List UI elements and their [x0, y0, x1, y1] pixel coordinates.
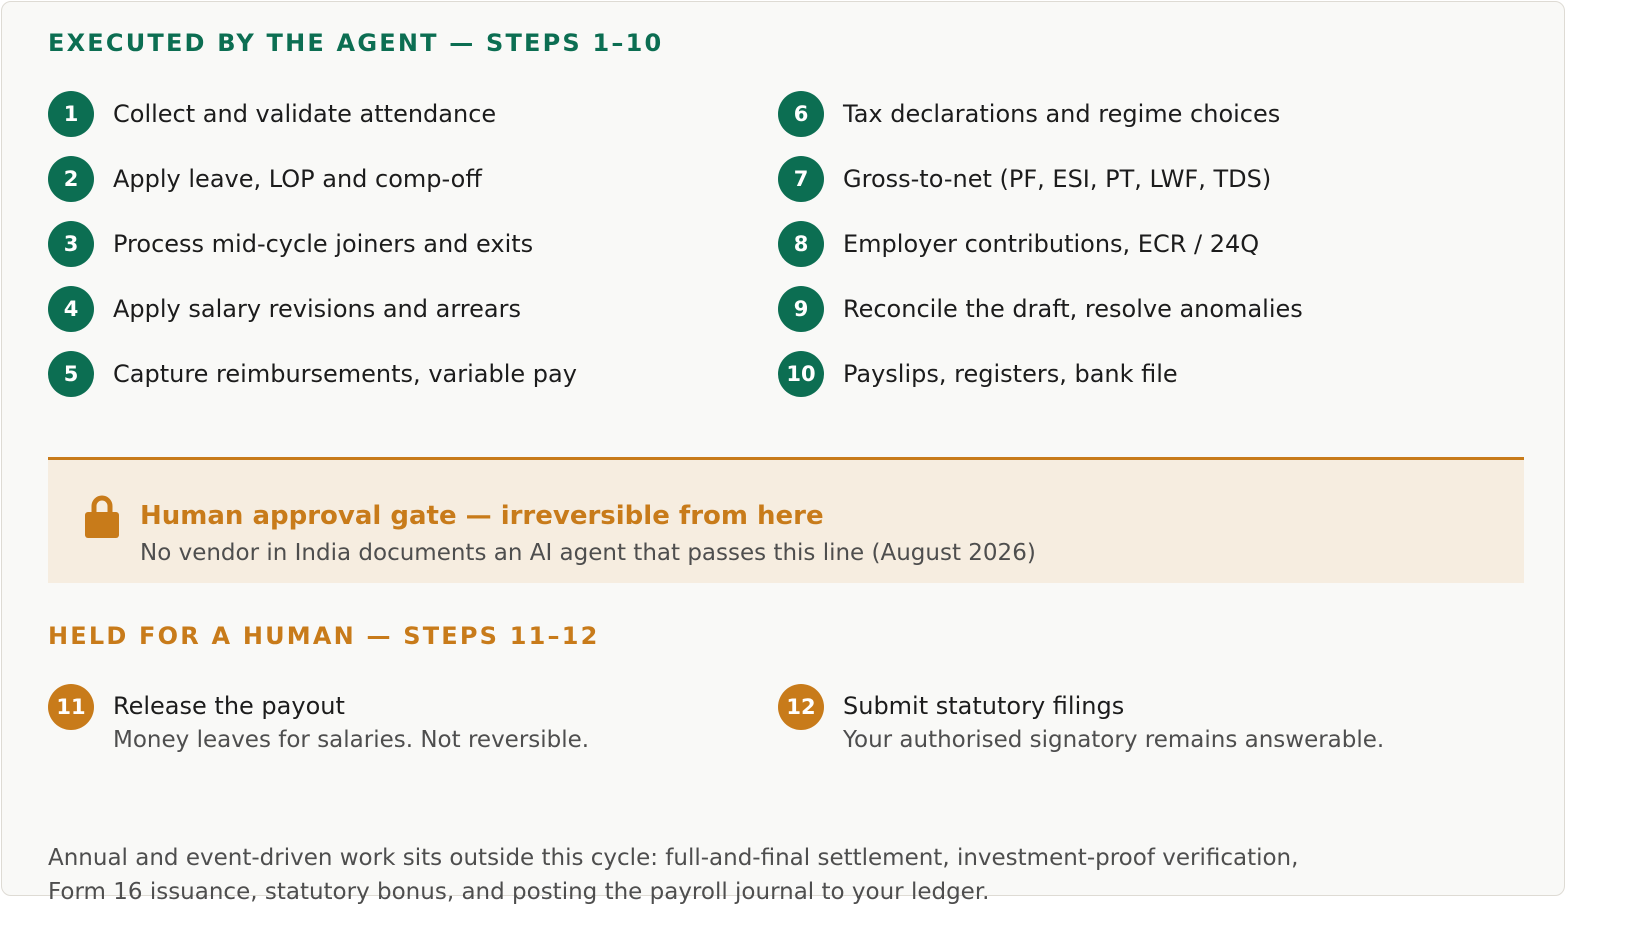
step-label: Employer contributions, ECR / 24Q	[843, 230, 1260, 258]
human-approval-gate	[48, 457, 1524, 583]
step-number-badge: 11	[48, 684, 94, 730]
step-number-badge: 7	[778, 156, 824, 202]
step-number-badge: 10	[778, 351, 824, 397]
agent-step-2	[48, 155, 778, 203]
step-number-badge: 9	[778, 286, 824, 332]
step-number-badge: 5	[48, 351, 94, 397]
agent-step-7	[778, 155, 1508, 203]
step-number-badge: 6	[778, 91, 824, 137]
agent-step-1	[48, 90, 778, 138]
agent-step-3	[48, 220, 778, 268]
gate-subtitle: No vendor in India documents an AI agent that passes this line (August 2026)	[140, 540, 1036, 566]
step-label: Capture reimbursements, variable pay	[113, 360, 577, 388]
step-label: Apply salary revisions and arrears	[113, 295, 521, 323]
agent-steps-list	[48, 90, 1548, 420]
agent-section-heading: EXECUTED BY THE AGENT — STEPS 1–10	[48, 29, 664, 57]
step-title: Submit statutory filings	[843, 692, 1125, 720]
step-number-badge: 1	[48, 91, 94, 137]
human-step-11	[48, 684, 748, 764]
agent-step-6	[778, 90, 1508, 138]
step-number-badge: 3	[48, 221, 94, 267]
step-number-badge: 8	[778, 221, 824, 267]
step-label: Tax declarations and regime choices	[843, 100, 1281, 128]
payroll-steps-card	[1, 1, 1565, 905]
step-number-badge: 12	[778, 684, 824, 730]
step-label: Gross-to-net (PF, ESI, PT, LWF, TDS)	[843, 165, 1272, 193]
footnote-line-2: Form 16 issuance, statutory bonus, and posting the payroll journal to your ledger.	[48, 879, 990, 905]
step-label: Payslips, registers, bank file	[843, 360, 1178, 388]
agent-step-4	[48, 285, 778, 333]
human-step-12	[778, 684, 1538, 764]
lock-icon	[85, 494, 119, 538]
step-label: Collect and validate attendance	[113, 100, 497, 128]
step-number-badge: 2	[48, 156, 94, 202]
agent-step-5	[48, 350, 778, 398]
agent-step-8	[778, 220, 1508, 268]
footnote	[48, 841, 1508, 909]
step-description: Your authorised signatory remains answerable.	[843, 727, 1385, 753]
step-label: Process mid-cycle joiners and exits	[113, 230, 534, 258]
footnote-line-1: Annual and event-driven work sits outside this cycle: full-and-final settlement, investment-proof verification,	[48, 845, 1299, 871]
step-label: Apply leave, LOP and comp-off	[113, 165, 482, 193]
step-description: Money leaves for salaries. Not reversible.	[113, 727, 590, 753]
step-title: Release the payout	[113, 692, 345, 720]
gate-title: Human approval gate — irreversible from here	[140, 501, 824, 531]
agent-step-10	[778, 350, 1508, 398]
step-number-badge: 4	[48, 286, 94, 332]
agent-step-9	[778, 285, 1508, 333]
step-label: Reconcile the draft, resolve anomalies	[843, 295, 1303, 323]
human-section-heading: HELD FOR A HUMAN — STEPS 11–12	[48, 622, 600, 650]
